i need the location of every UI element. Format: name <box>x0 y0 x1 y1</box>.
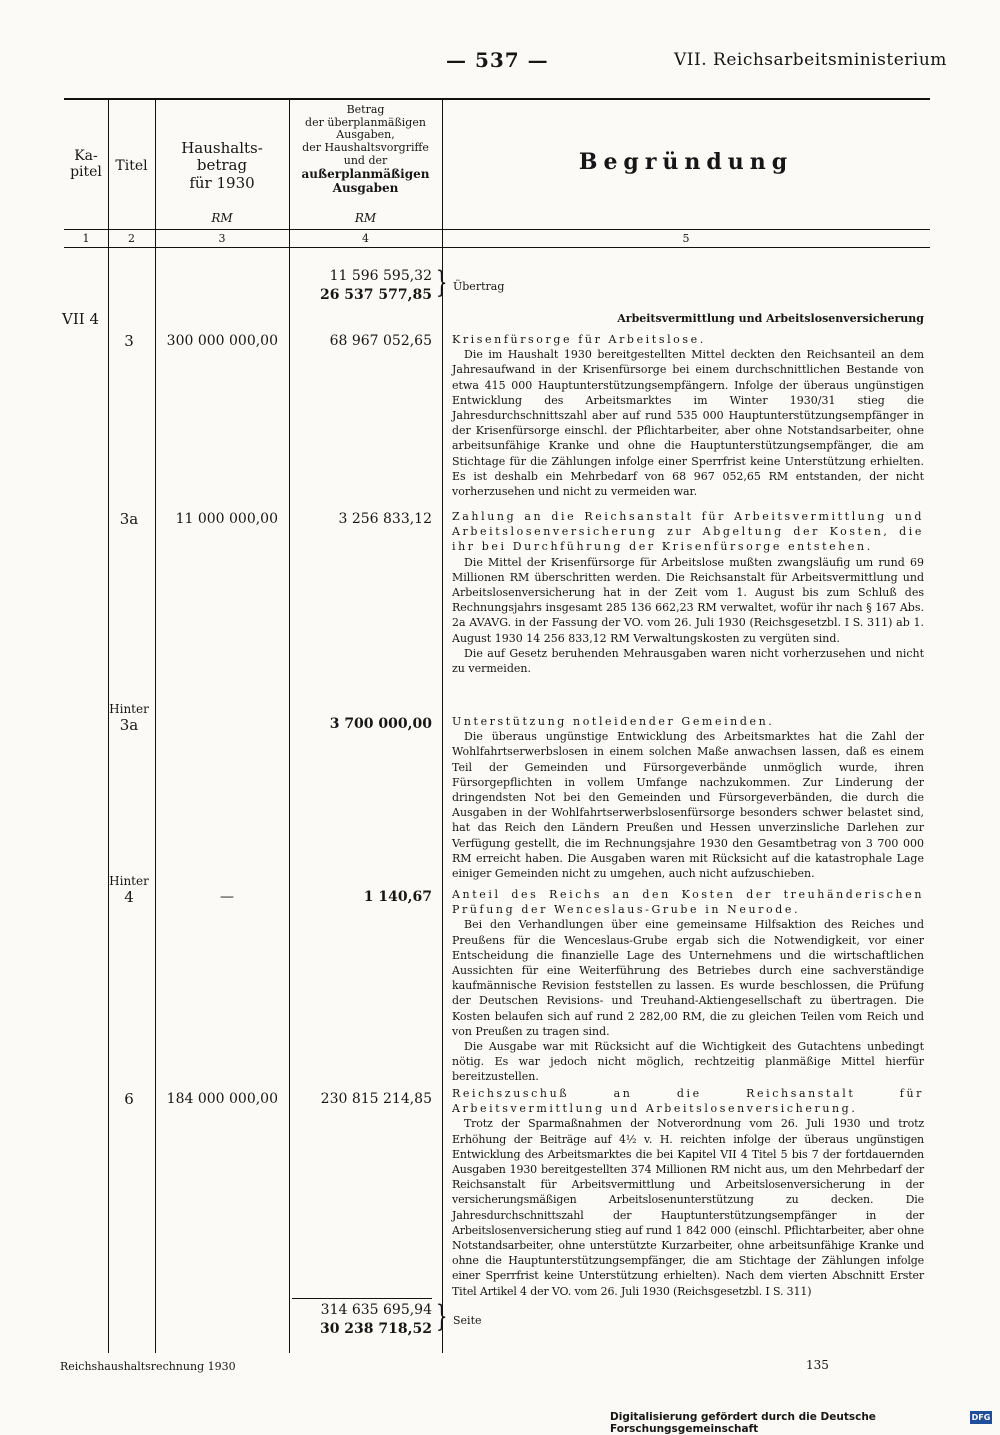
titel-number: 3a <box>119 716 139 734</box>
header-kapitel: Ka- pitel <box>70 148 102 181</box>
entry-paragraph: Die auf Gesetz beruhenden Mehrausgaben waren nicht vorherzusehen und nicht zu vermeiden. <box>452 646 924 676</box>
entry-title: Reichszuschuß an die Reichsanstalt für Arbeitsvermittlung und Arbeitslosenversicherung. <box>452 1087 924 1116</box>
header-titel: Titel <box>115 158 148 174</box>
entry-paragraph: Trotz der Sparmaßnahmen der Notverordnung vom 26. Juli 1930 und trotz Erhöhung der Beiträge auf 4½ v. H. reichten infolge der überaus ungünstigen Entwicklung des Arbeitsmarktes die bei Kapitel VII 4 Titel 5 bis 7 der fortdauernden Ausgaben 1930 bereitgestellten 374 Millionen RM nicht aus, um den Mehrbedarf der Reichsanstalt für Arbeitsvermittlung und Arbeitslosenversicherung in der versicherungsmäßigen Arbeitslosenunterstützung zu decken. Die Jahresdurchschnittszahl der Hauptunterstützungsempfänger in der Arbeitslosenversicherung stieg auf rund 1 842 000 (einschl. Pflichtarbeiter, aber ohne Notstandsarbeiter, ohne unterstützte Kurzarbeiter, ohne arbeitsunfähige Kranke und ohne die Hauptunterstützungsempfänger, die am Stichtage der Zählungen infolge einer Sperrfrist keine Unterstützung erhielten). Nach dem vierten Abschnitt Erster Titel Artikel 4 der VO. vom 26. Juli 1930 (Reichsgesetzbl. I S. 311) <box>452 1117 924 1298</box>
entry-haushalt: — <box>220 889 234 905</box>
entry-titel <box>104 702 154 734</box>
col-divider-2 <box>155 98 156 1353</box>
header-begruendung: Begründung <box>578 149 794 175</box>
entry-titel <box>104 332 154 350</box>
page-total-brace: } <box>436 1299 448 1334</box>
footer-page-number: 135 <box>806 1358 829 1372</box>
entry-haushalt: 300 000 000,00 <box>166 333 278 349</box>
entry-paragraph: Bei den Verhandlungen über eine gemeinsame Hilfsaktion des Reiches und Preußens für die Wenceslaus-Grube ergab sich die Notwendigkeit, vor einer Entscheidung die finanzielle Lage des Unternehmens und die wirtschaftlichen Aussichten für eine Weiterführung des Betriebes durch eine sachverständige kaufmännische Revision feststellen zu lassen. Es wurde beschlossen, die Prüfung der Deutschen Revisions- und Treuhand-Aktiengesellschaft zu übertragen. Die Kosten belaufen sich auf rund 2 282,00 RM, die zu gleichen Teilen vom Reich und von Preußen zu tragen sind. <box>452 918 924 1038</box>
dfg-logo-icon: DFG <box>971 1413 991 1422</box>
titel-number: 6 <box>124 1090 134 1108</box>
carry-label: Übertrag <box>453 280 505 293</box>
carry-brace: } <box>436 265 448 300</box>
colnum-4: 4 <box>362 232 369 245</box>
entry-betrag: 68 967 052,65 <box>329 333 432 349</box>
colnum-bottom-rule <box>64 247 930 248</box>
header-betrag-bold: außerplanmäßigen Ausgaben <box>301 167 430 195</box>
page-total-amount-b: 30 238 718,52 <box>319 1321 432 1337</box>
carry-amount-b: 26 537 577,85 <box>319 287 432 303</box>
header-bottom-rule <box>64 229 930 230</box>
colnum-1: 1 <box>82 232 90 245</box>
entry-titel <box>104 874 154 906</box>
entry-titel <box>104 510 154 528</box>
entry-haushalt: 184 000 000,00 <box>166 1091 278 1107</box>
page-total-label: Seite <box>453 1314 482 1327</box>
entry-text <box>452 714 924 881</box>
entry-betrag: 230 815 214,85 <box>320 1091 432 1107</box>
dfg-credit: Digitalisierung gefördert durch die Deutsche Forschungsgemeinschaft <box>610 1411 876 1435</box>
entry-betrag: 3 256 833,12 <box>338 511 432 527</box>
entry-text <box>452 332 924 499</box>
header-col4-unit: RM <box>354 211 377 225</box>
colnum-5: 5 <box>682 232 690 245</box>
titel-hinter: Hinter <box>109 874 149 888</box>
titel-number: 4 <box>124 888 134 906</box>
footer-publication: Reichshaushaltsrechnung 1930 <box>60 1360 236 1373</box>
entry-title: Krisenfürsorge für Arbeitslose. <box>452 333 706 346</box>
section-heading: Arbeitsvermittlung und Arbeitslosenversicherung <box>617 312 924 325</box>
page-total-rule <box>292 1298 432 1299</box>
header-col3-unit: RM <box>211 211 233 225</box>
titel-number: 3 <box>124 332 134 350</box>
col-divider-3 <box>289 98 290 1353</box>
entry-text <box>452 887 924 1085</box>
kapitel-number: VII 4 <box>62 310 99 328</box>
titel-hinter: Hinter <box>109 702 149 716</box>
entry-paragraph: Die im Haushalt 1930 bereitgestellten Mittel deckten den Reichsanteil an dem Jahresaufwand in der Krisenfürsorge bei einem durchschnittlichen Bestande von etwa 415 000 Hauptunterstützungsempfängern. Infolge der überaus ungünstigen Entwicklung des Arbeitsmarktes im Winter 1930/31 stieg die Jahresdurchschnittszahl aber auf rund 535 000 Hauptunterstützungsempfänger in der Krisenfürsorge einschl. der Pflichtarbeiter, aber ohne Notstandsarbeiter, ohne arbeitsunfähige Kranke und ohne die Hauptunterstützungsempfänger, die am Stichtage für die Zählungen infolge einer Sperrfrist keine Unterstützung erhielten. Es ist deshalb ein Mehrbedarf von 68 967 052,65 RM entstanden, der nicht vorherzusehen und nicht zu vermeiden war. <box>452 348 924 499</box>
entry-paragraph: Die überaus ungünstige Entwicklung des Arbeitsmarktes hat die Zahl der Wohlfahrtserwerbslosen in einem solchen Maße anwachsen lassen, daß es einem Teil der Gemeinden und Fürsorgeverbände unmöglich wurde, ihren Fürsorgepflichten in vollem Umfange nachzukommen. Zur Linderung der dringendsten Not bei den Gemeinden und Fürsorgeverbänden, die durch die Ausgaben in der Wohlfahrtserwerbslosenfürsorge besonders schwer belastet sind, hat das Reich den Ländern Preußen und Hessen unverzinsliche Darlehen zur Verfügung gestellt, die im Rechnungsjahre 1930 den Gesamtbetrag von 3 700 000 RM erreicht haben. Die Ausgaben waren mit Rücksicht auf die katastrophale Lage einiger Gemeinden nicht zu umgehen, auch nicht aufzuschieben. <box>452 730 924 881</box>
entry-text <box>452 1086 924 1299</box>
entry-haushalt: 11 000 000,00 <box>175 511 278 527</box>
header-haushaltsbetrag: Haushalts- betrag für 1930 <box>181 139 263 192</box>
entry-paragraph: Die Mittel der Krisenfürsorge für Arbeitslose mußten zwangsläufig um rund 69 Millionen RM überschritten werden. Die Reichsanstalt für Arbeitsvermittlung und Arbeitslosenversicherung hat in der Zeit vom 1. August bis zum Schluß des Rechnungsjahrs insgesamt 285 136 662,23 RM verwaltet, wofür ihr nach § 167 Abs. 2a AVAVG. in der Fassung der VO. vom 26. Juli 1930 (Reichsgesetzbl. I S. 311) ab 1. August 1930 14 256 833,12 RM Verwaltungskosten zu vergüten sind. <box>452 555 924 645</box>
entry-titel <box>104 1090 154 1108</box>
entry-title: Zahlung an die Reichsanstalt für Arbeitsvermittlung und Arbeitslosenversicherung zur Abgeltung der Kosten, die ihr bei Durchführung der Krisenfürsorge entstehen. <box>452 510 924 554</box>
entry-paragraph: Die Ausgabe war mit Rücksicht auf die Wichtigkeit des Gutachtens unbedingt nötig. Es war jedoch nicht möglich, rechtzeitig planmäßige Mittel hierfür bereitzustellen. <box>452 1040 924 1084</box>
carry-amount-a: 11 596 595,32 <box>329 268 432 284</box>
entry-betrag: 1 140,67 <box>363 889 432 905</box>
entry-title: Unterstützung notleidender Gemeinden. <box>452 715 775 728</box>
section-title: VII. Reichsarbeitsministerium <box>674 50 947 70</box>
colnum-3: 3 <box>218 232 226 245</box>
page-number: — 537 — <box>446 48 549 72</box>
entry-betrag: 3 700 000,00 <box>329 716 432 732</box>
entry-text <box>452 509 924 676</box>
colnum-2: 2 <box>128 232 135 245</box>
entry-title: Anteil des Reichs an den Kosten der treuhänderischen Prüfung der Wenceslaus-Grube in Neurode. <box>452 888 924 917</box>
titel-number: 3a <box>119 510 139 528</box>
page-total-amount-a: 314 635 695,94 <box>320 1302 432 1318</box>
table-top-rule <box>64 98 930 100</box>
header-betrag: Betrag der überplanmäßigen Ausgaben, der Haushaltsvorgriffe und der <box>302 103 429 167</box>
